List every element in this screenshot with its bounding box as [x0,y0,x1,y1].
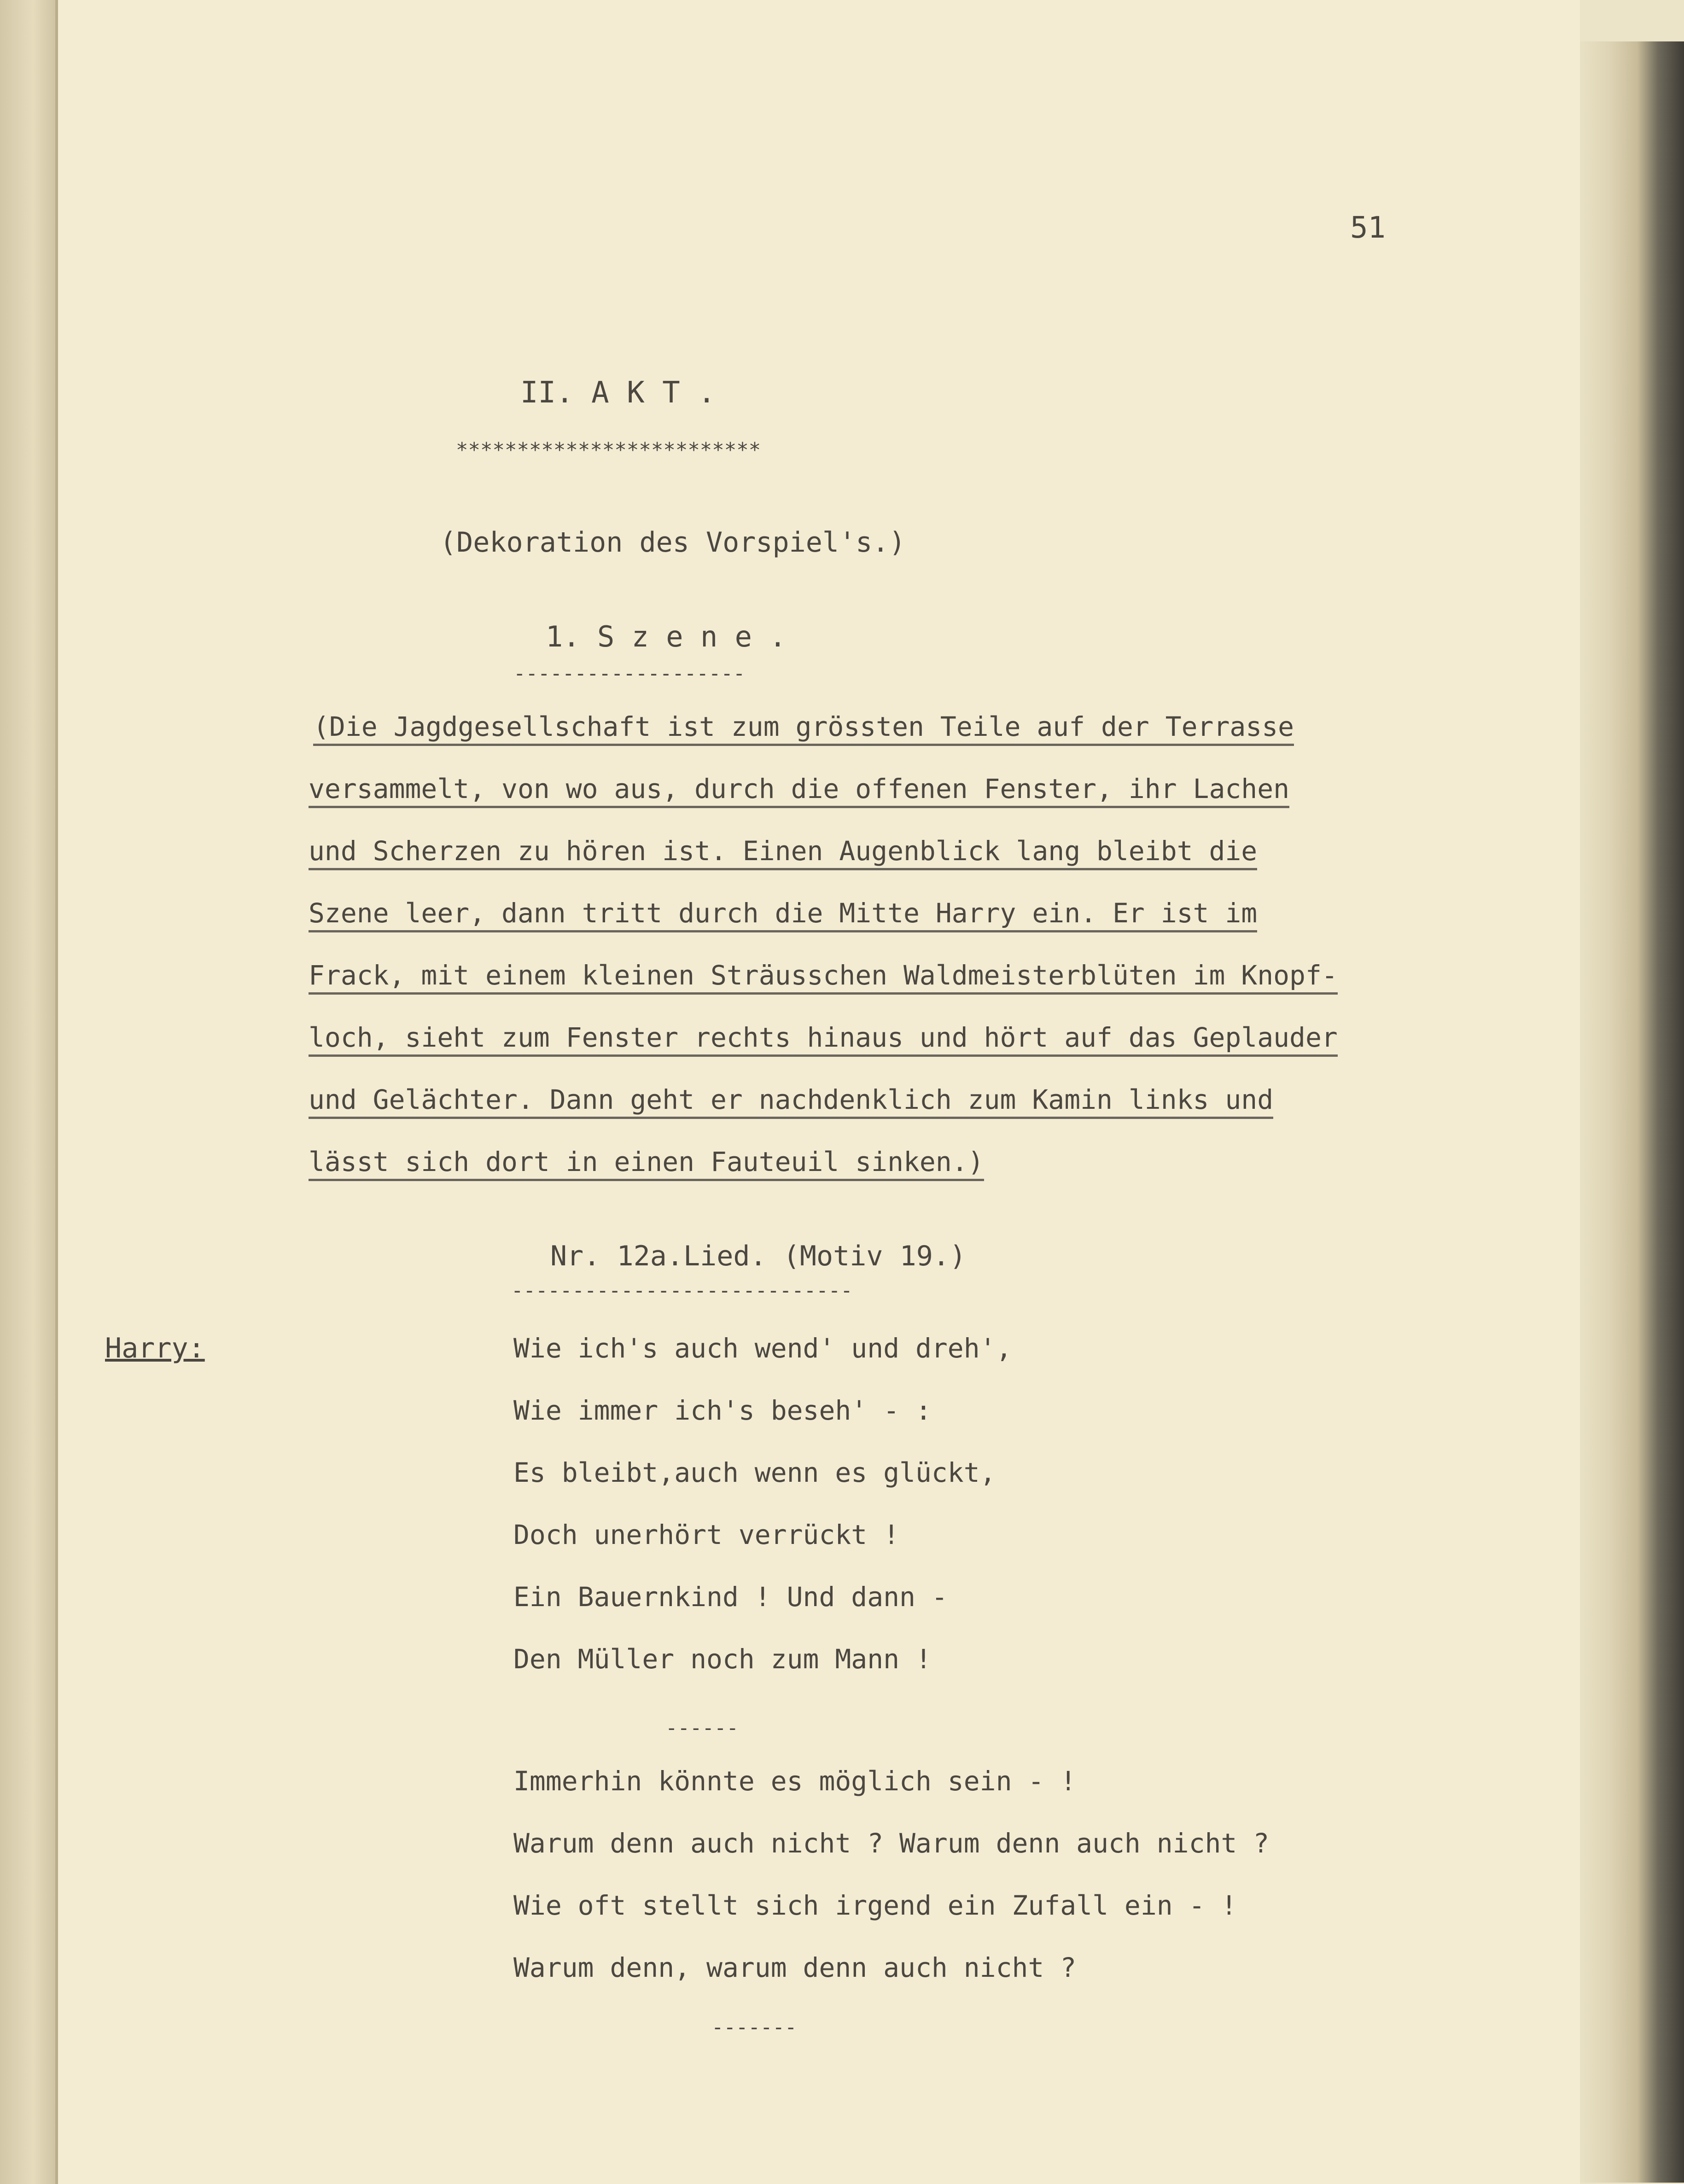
book-page-edge [1580,41,1684,2183]
verse-line: Warum denn auch nicht ? Warum denn auch nicht ? [513,1828,1270,1859]
stage-line-1: (Die Jagdgesellschaft ist zum grössten Teile auf der Terrasse [313,711,1294,746]
verse-line: Wie immer ich's beseh' - : [513,1395,932,1426]
verse-line: Wie ich's auch wend' und dreh', [513,1333,1012,1364]
speaker-label: Harry: [105,1332,205,1364]
verse-line: Wie oft stellt sich irgend ein Zufall ein - ! [513,1890,1237,1921]
verse-line: Warum denn, warum denn auch nicht ? [513,1952,1077,1983]
decoration-note: (Dekoration des Vorspiel's.) [440,526,906,559]
act-title: II. A K T . [520,376,716,410]
stage-line-5: Frack, mit einem kleinen Sträusschen Waldmeisterblüten im Knopf- [309,960,1338,995]
verse-line: Immerhin könnte es möglich sein - ! [513,1765,1077,1797]
song-title: Nr. 12a.Lied. (Motiv 19.) [550,1240,967,1272]
verse-line: Es bleibt,auch wenn es glückt, [513,1457,996,1488]
stage-line-2: versammelt, von wo aus, durch die offenen Fenster, ihr Lachen [309,774,1289,808]
verse-line: Doch unerhört verrückt ! [513,1519,900,1550]
stage-line-4: Szene leer, dann tritt durch die Mitte Harry ein. Er ist im [309,898,1257,932]
stage-line-3: und Scherzen zu hören ist. Einen Augenblick lang bleibt die [309,836,1257,870]
song-rule: ---------------------------- [511,1279,853,1302]
separator-1: ------ [665,1716,739,1740]
stage-line-8: lässt sich dort in einen Fauteuil sinken.) [309,1147,984,1181]
scene-rule: ------------------- [513,662,746,685]
left-page-margin [0,0,58,2184]
separator-2: ------- [711,2015,797,2039]
stars-rule: ************************* [456,438,761,462]
verse-line: Den Müller noch zum Mann ! [513,1643,932,1675]
page-number: 51 [1350,211,1386,245]
scene-title: 1. S z e n e . [546,620,787,653]
verse-line: Ein Bauernkind ! Und dann - [513,1581,948,1613]
stage-line-6: loch, sieht zum Fenster rechts hinaus und hört auf das Geplauder [309,1022,1338,1057]
stage-line-7: und Gelächter. Dann geht er nachdenklich zum Kamin links und [309,1084,1273,1119]
